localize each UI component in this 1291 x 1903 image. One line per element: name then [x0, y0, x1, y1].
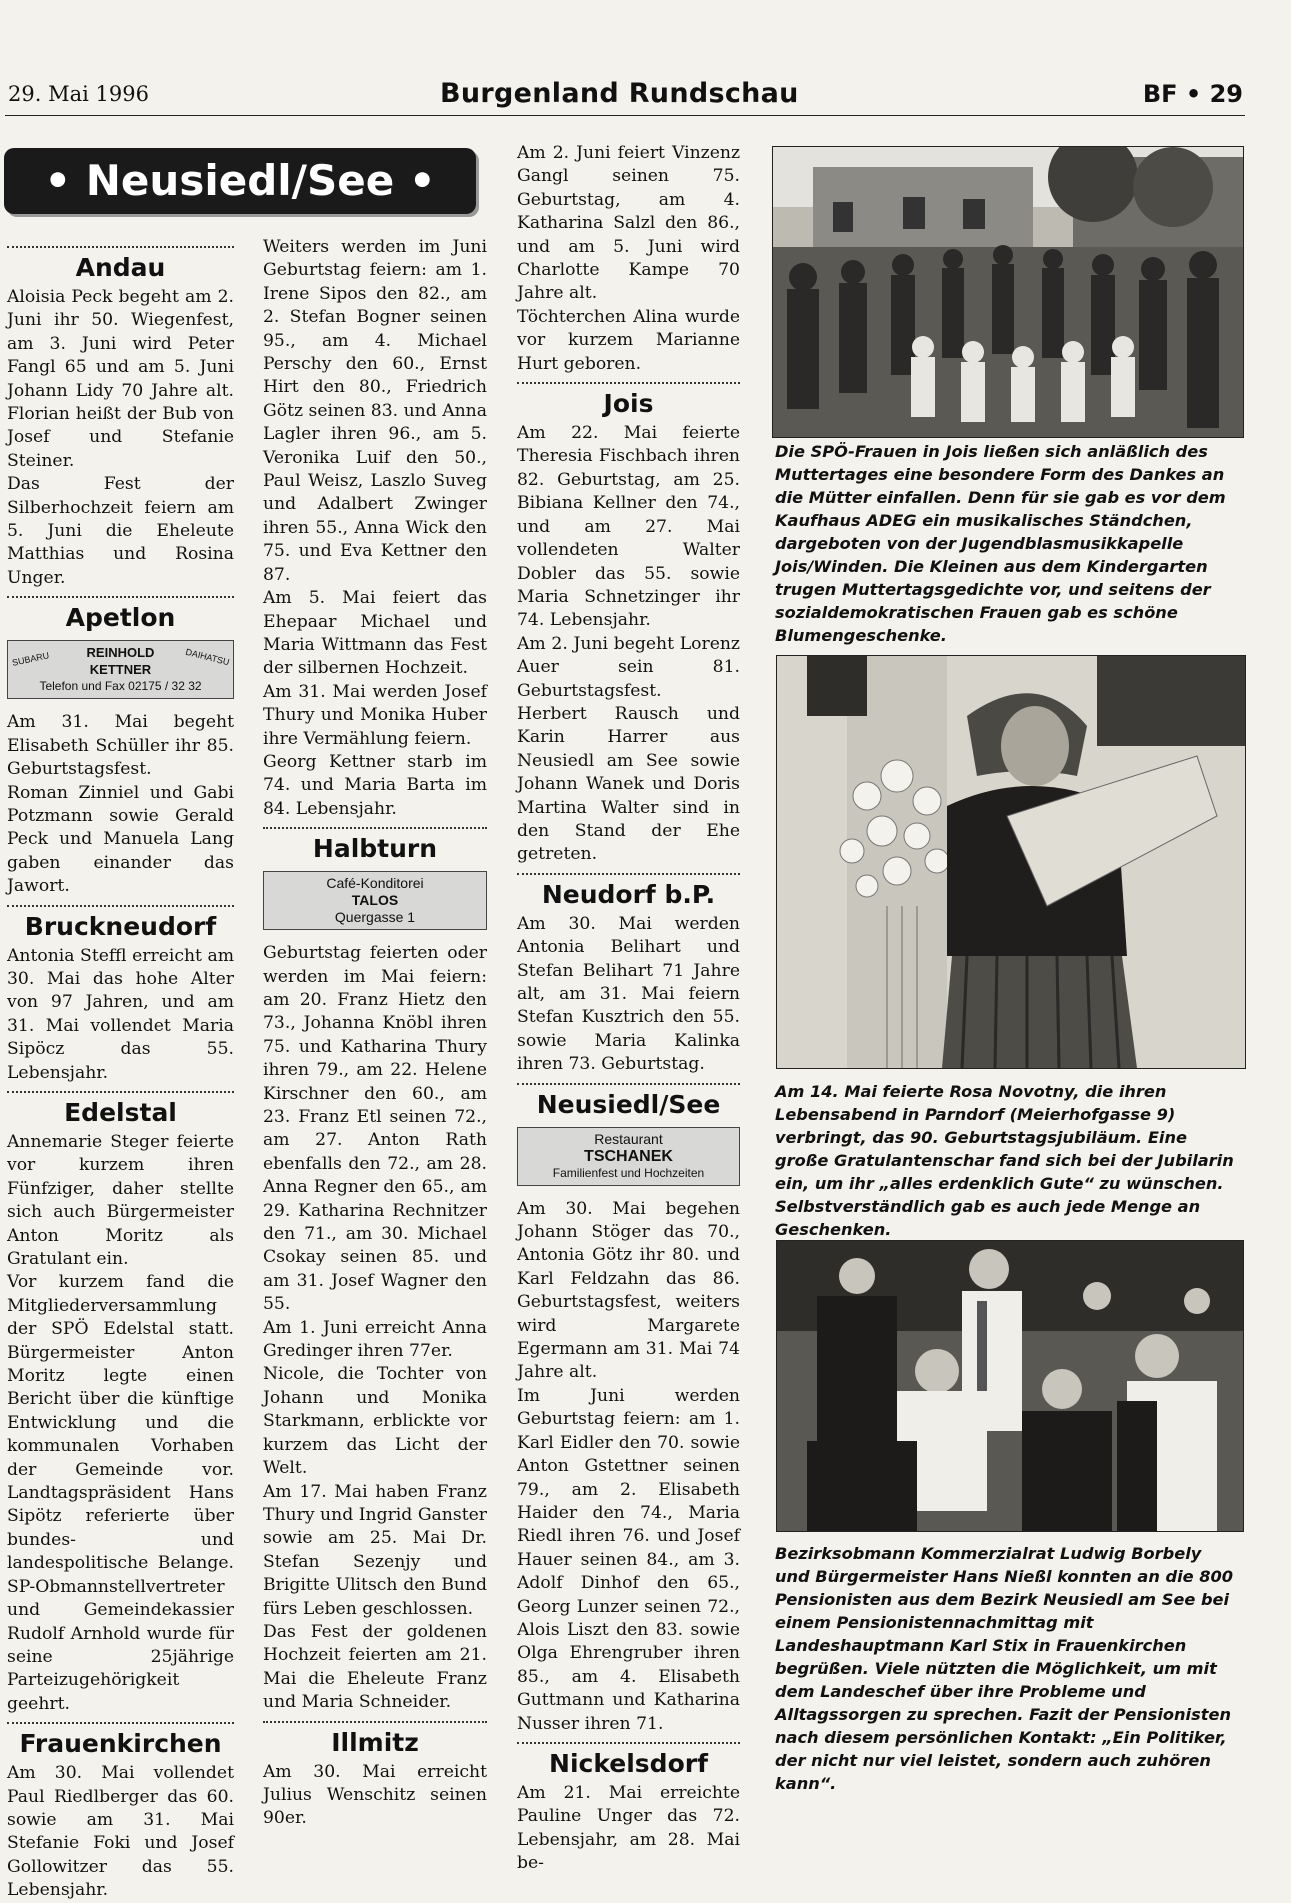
paragraph: Am 5. Mai feiert das Ehepaar Michael und Maria Wittmann das Fest der silbernen Hochzeit. [263, 588, 487, 679]
paragraph: Georg Kettner starb im 74. und Maria Barta im 84. Lebensjahr. [263, 751, 487, 819]
ad-brand-left: SUBARU [11, 650, 51, 669]
issue-date: 29. Mai 1996 [8, 82, 149, 106]
photo-jois-street-crowd [772, 146, 1244, 438]
divider [7, 905, 234, 907]
heading-halbturn: Halbturn [312, 834, 438, 864]
paragraph: Töchterchen Alina wurde vor kurzem Marianne Hurt geboren. [517, 306, 740, 374]
ad-line: Restaurant [594, 1130, 663, 1147]
photo-pensioners-meeting [776, 1240, 1244, 1532]
photo-jois-graphic [773, 147, 1243, 437]
ad-phone: Telefon und Fax 02175 / 32 32 [39, 679, 202, 694]
paragraph: Vor kurzem fand die Mitgliederversammlung der SPÖ Edelstal statt. Bürgermeister Anton Moritz legte einen Bericht über die künftige Entwicklung und die kommunalen Vorhaben der Gemeinde vor. Landtagspräsident Hans Sipötz referierte über bundes- und landespolitische Belange. SP-Obmannstellvertreter und Gemeindekassier Rudolf Arnhold wurde für seine 25jährige Parteizugehörigkeit geehrt. [7, 1272, 234, 1714]
divider [517, 1742, 740, 1744]
divider [517, 873, 740, 875]
heading-frauenkirchen: Frauenkirchen [19, 1729, 222, 1759]
ad-cafe-talos [263, 871, 487, 930]
heading-edelstal: Edelstal [64, 1097, 177, 1127]
paragraph: Am 1. Juni erreicht Anna Gredinger ihren 77er. [263, 1317, 487, 1362]
page-number: BF • 29 [1142, 80, 1243, 108]
ad-line: Familienfest und Hochzeiten [552, 1165, 705, 1180]
paragraph: Am 30. Mai erreicht Julius Wenschitz seinen 90er. [263, 1761, 487, 1829]
paragraph: Antonia Steffl erreicht am 30. Mai das hohe Alter von 97 Jahren, und am 31. Mai vollendet Maria Sipöcz das 55. Lebensjahr. [7, 945, 234, 1083]
paragraph: Im Juni werden Geburtstag feiern: am 1. Karl Eidler den 70. sowie Anton Gstettner seinen 79., am 2. Elisabeth Haider den 74., Maria Riedl ihren 76. und Josef Hauer seinen 84., am 3. Adolf Dinhof den 65., Georg Lunzer seinen 72., Alois Liszt den 83. sowie Olga Ehrengruber ihren 85., am 4. Elisabeth Guttmann und Katharina Nusser ihren 71. [517, 1385, 740, 1734]
divider [263, 827, 487, 829]
header-rule [5, 115, 1245, 116]
caption-jois: Die SPÖ-Frauen in Jois ließen sich anläßlich des Muttertages eine besondere Form des Dankes an die Mütter einfallen. Denn für sie gab es vor dem Kaufhaus ADEG ein musikalisches Ständchen, dargeboten von der Jugendblasmusikkapelle Jois/Winden. Die Kleinen aus dem Kindergarten trugen Muttertagsgedichte vor, und seitens der sozialdemokratischen Frauen gab es schöne Blumengeschenke. [775, 442, 1226, 645]
paragraph: Am 21. Mai erreichte Pauline Unger das 72. Lebensjahr, am 28. Mai be- [517, 1782, 740, 1874]
heading-neusiedl: Neusiedl/See [536, 1089, 721, 1119]
heading-illmitz: Illmitz [331, 1727, 419, 1757]
newspaper-title: Burgenland Rundschau [440, 78, 799, 109]
ad-brand-right: DAIHATSU [184, 647, 231, 668]
ad-reinhold-kettner [7, 640, 234, 699]
photo-novotny-graphic [777, 656, 1245, 1068]
paragraph: Am 22. Mai feierte Theresia Fischbach ihren 82. Geburtstag, am 25. Bibiana Kellner den 74., und am 27. Mai vollendeten Walter Dobler das 55. sowie Maria Schnetzinger ihr 74. Lebensjahr. [517, 423, 740, 631]
paragraph: Am 31. Mai werden Josef Thury und Monika Huber ihre Vermählung feiern. [263, 681, 487, 749]
column-3 [517, 142, 740, 1876]
paragraph: Das Fest der Silberhochzeit feiern am 5. Juni die Eheleute Matthias und Rosina Unger. [7, 474, 234, 588]
section-banner: • Neusiedl/See • [4, 148, 476, 214]
divider [7, 1091, 234, 1093]
paragraph: Am 30. Mai vollendet Paul Riedlberger das 60. sowie am 31. Mai Stefanie Foki und Josef Gollowitzer das 55. Lebensjahr. [7, 1763, 234, 1901]
column-2 [263, 236, 487, 1831]
paragraph: Weiters werden im Juni Geburtstag feiern: am 1. Irene Sipos den 82., am 2. Stefan Bogner seinen 95., am 4. Michael Perschy den 60., Ernst Hirt den 80., Friedrich Götz seinen 83. und Anna Lagler ihren 96., am 5. Veronika Luif den 50., Paul Weisz, Laszlo Suveg und Adalbert Zwinger ihren 55., Anna Wick den 75. und Eva Kettner den 87. [263, 237, 487, 585]
ad-line: Quergasse 1 [334, 909, 416, 926]
heading-nickelsdorf: Nickelsdorf [549, 1748, 708, 1778]
divider [517, 1083, 740, 1085]
ad-line: TSCHANEK [584, 1147, 673, 1165]
paragraph: Roman Zinniel und Gabi Potzmann sowie Gerald Peck und Manuela Lang gaben einander das Jawort. [7, 782, 234, 897]
heading-andau: Andau [75, 253, 166, 282]
paragraph: Am 30. Mai begehen Johann Stöger das 70., Antonia Götz ihr 80. und Karl Feldzahn das 86. Geburtstagsfest, weiters wird Margarete Egermann am 31. Mai 74 Jahre alt. [517, 1198, 740, 1383]
heading-neudorf: Neudorf b.P. [541, 879, 716, 909]
photo-rosa-novotny [776, 655, 1246, 1069]
caption-novotny: Am 14. Mai feierte Rosa Novotny, die ihren Lebensabend in Parndorf (Meierhofgasse 9) verbringt, das 90. Geburtstagsjubiläum. Eine große Gratulantenschar fand sich bei der Jubilarin ein, um ihr „alles erdenklich Gute“ zu wünschen. Selbstverständlich gab es auch jede Menge an Geschenken. [775, 1082, 1234, 1239]
paragraph: Annemarie Steger feierte vor kurzem ihren Fünfziger, daher stellte sich auch Bürgermeister Anton Moritz als Gratulant ein. [7, 1131, 234, 1269]
heading-bruckneudorf: Bruckneudorf [24, 911, 217, 941]
column-1 [7, 240, 234, 1903]
paragraph: Aloisia Peck begeht am 2. Juni ihr 50. Wiegenfest, am 3. Juni wird Peter Fangl 65 und am 5. Juni Johann Lidy 70 Jahre alt. Florian heißt der Bub von Josef und Stefanie Steiner. [7, 287, 234, 471]
divider [7, 246, 234, 248]
paragraph: Am 31. Mai begeht Elisabeth Schüller ihr 85. Geburtstagsfest. [7, 712, 234, 780]
ad-line: Café-Konditorei [326, 875, 424, 892]
paragraph: Nicole, die Tochter von Johann und Monika Starkmann, erblickte vor kurzem das Licht der Welt. [263, 1364, 487, 1479]
divider [7, 596, 234, 598]
paragraph: Am 30. Mai werden Antonia Belihart und Stefan Belihart 71 Jahre alt, am 31. Mai feiern Stefan Kusztrich den 55. sowie Maria Kalinka ihren 73. Geburtstag. [517, 913, 740, 1075]
caption-pensioners: Bezirksobmann Kommerzialrat Ludwig Borbely und Bürgermeister Hans Nießl konnten an die 800 Pensionisten aus dem Bezirk Neusiedl am See bei einem Pensionistennachmittag mit Landeshauptmann Karl Stix in Frauenkirchen begrüßen. Viele nützten die Möglichkeit, um mit dem Landeschef über ihre Probleme und Alltagssorgen zu sprechen. Fazit der Pensionisten nach diesem persönlichen Kontakt: „Ein Politiker, der nicht nur viel leistet, sondern auch zuhören kann“. [775, 1544, 1234, 1793]
paragraph: Geburtstag feierten oder werden im Mai feiern: am 20. Franz Hietz den 73., Johanna Knöbl ihren 75. und Katharina Thury ihren 79., am 22. Helene Kirschner den 60., am 23. Franz Etl seinen 72., am 27. Anton Rath ebenfalls den 72., am 28. Anna Regner den 65., am 29. Katharina Rechnitzer den 71., am 30. Michael Csokay seinen 85. und am 31. Josef Wagner den 55. [263, 943, 487, 1315]
heading-apetlon: Apetlon [65, 603, 176, 633]
divider [517, 382, 740, 384]
ad-surname: KETTNER [89, 662, 152, 678]
ad-line: TALOS [351, 892, 399, 909]
paragraph: Das Fest der goldenen Hochzeit feierten am 21. Mai die Eheleute Franz und Maria Schneider. [263, 1621, 487, 1713]
paragraph: Am 2. Juni begeht Lorenz Auer sein 81. Geburtstagsfest. [517, 633, 740, 701]
heading-jois: Jois [603, 389, 654, 419]
ad-restaurant-tschanek [517, 1127, 740, 1186]
ad-name: REINHOLD [86, 645, 155, 661]
divider [7, 1722, 234, 1724]
paragraph: Am 2. Juni feiert Vinzenz Gangl seinen 75. Geburtstag, am 4. Katharina Salzl den 86., und am 5. Juni wird Charlotte Kampe 70 Jahre alt. [517, 143, 740, 304]
photo-pensioners-graphic [777, 1241, 1243, 1531]
paragraph: Am 17. Mai haben Franz Thury und Ingrid Ganster sowie am 25. Mai Dr. Stefan Sezenjy und Brigitte Ulitsch den Bund fürs Leben geschlossen. [263, 1481, 487, 1619]
paragraph: Herbert Rausch und Karin Harrer aus Neusiedl am See sowie Johann Wanek und Doris Martina Walter sind in den Stand der Ehe getreten. [517, 703, 740, 865]
divider [263, 1721, 487, 1723]
